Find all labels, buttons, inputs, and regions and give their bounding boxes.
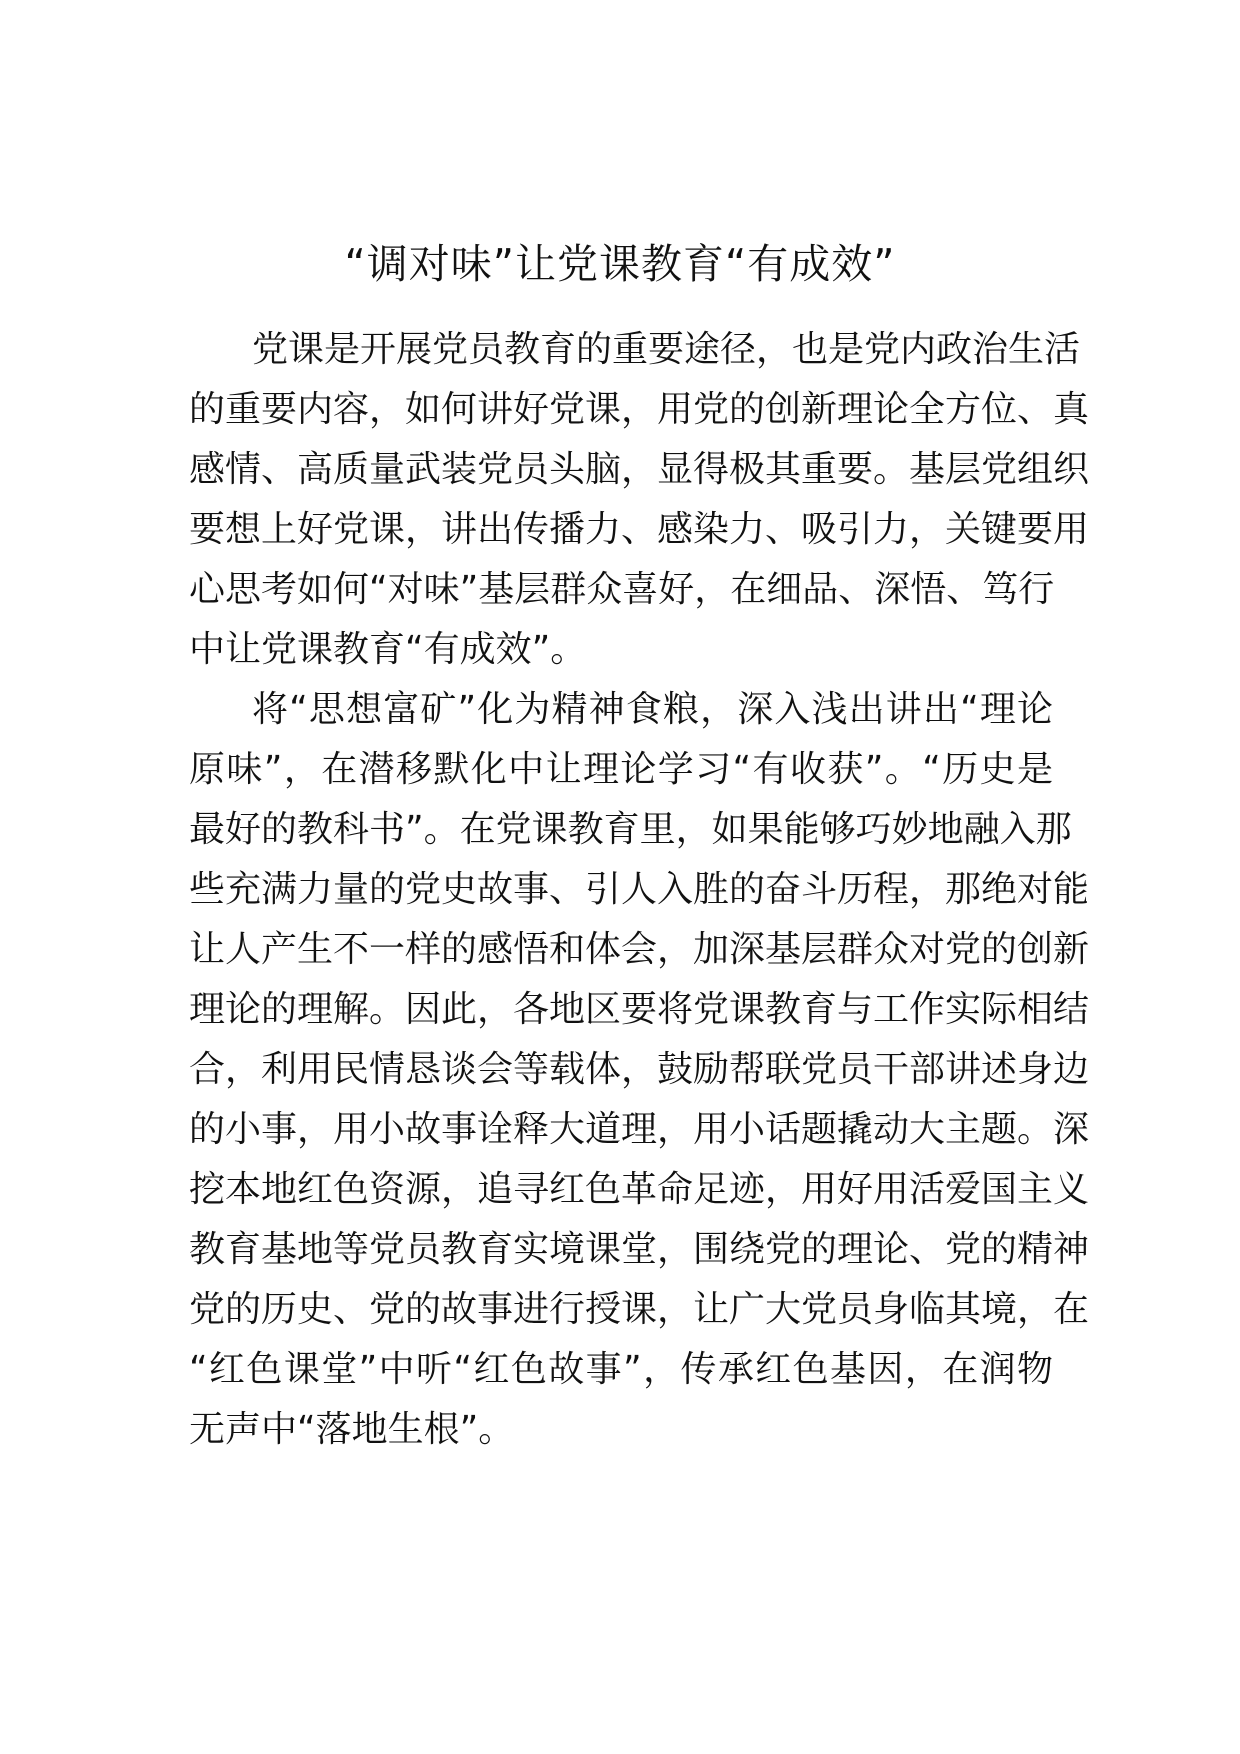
paragraph-2-line-1: 将“思想富矿”化为精神食粮，深入浅出讲出“理论 — [252, 689, 1053, 730]
document-title: “调对味”让党课教育“有成效” — [344, 240, 896, 288]
paragraph-2-line-10: 教育基地等党员教育实境课堂，围绕党的理论、党的精神 — [189, 1229, 1090, 1270]
paragraph-2-line-3: 最好的教科书”。在党课教育里，如果能够巧妙地融入那 — [189, 809, 1072, 850]
paragraph-2-line-5: 让人产生不一样的感悟和体会，加深基层群众对党的创新 — [189, 929, 1090, 970]
paragraph-1-line-4: 要想上好党课，讲出传播力、感染力、吸引力，关键要用 — [189, 509, 1090, 550]
paragraph-1-line-2: 的重要内容，如何讲好党课，用党的创新理论全方位、真 — [189, 389, 1090, 430]
paragraph-2-line-4: 些充满力量的党史故事、引人入胜的奋斗历程，那绝对能 — [189, 869, 1090, 910]
paragraph-2-line-9: 挖本地红色资源，追寻红色革命足迹，用好用活爱国主义 — [189, 1169, 1090, 1210]
paragraph-1-line-5: 心思考如何“对味”基层群众喜好，在细品、深悟、笃行 — [189, 569, 1055, 610]
paragraph-2-line-8: 的小事，用小故事诠释大道理，用小话题撬动大主题。深 — [189, 1109, 1090, 1150]
paragraph-2-line-7: 合，利用民情恳谈会等载体，鼓励帮联党员干部讲述身边 — [189, 1049, 1090, 1090]
paragraph-2-line-13: 无声中“落地生根”。 — [189, 1409, 515, 1450]
paragraph-1-line-1: 党课是开展党员教育的重要途径，也是党内政治生活 — [252, 329, 1081, 370]
paragraph-2-line-6: 理论的理解。因此，各地区要将党课教育与工作实际相结 — [189, 989, 1090, 1030]
paragraph-1-line-6: 中让党课教育“有成效”。 — [189, 629, 587, 670]
paragraph-2-line-2: 原味”，在潜移默化中让理论学习“有收获”。“历史是 — [189, 749, 1053, 790]
paragraph-1-line-3: 感情、高质量武装党员头脑，显得极其重要。基层党组织 — [189, 449, 1090, 490]
paragraph-2-line-11: 党的历史、党的故事进行授课，让广大党员身临其境，在 — [189, 1289, 1090, 1330]
paragraph-2-line-12: “红色课堂”中听“红色故事”，传承红色基因，在润物 — [189, 1349, 1053, 1390]
